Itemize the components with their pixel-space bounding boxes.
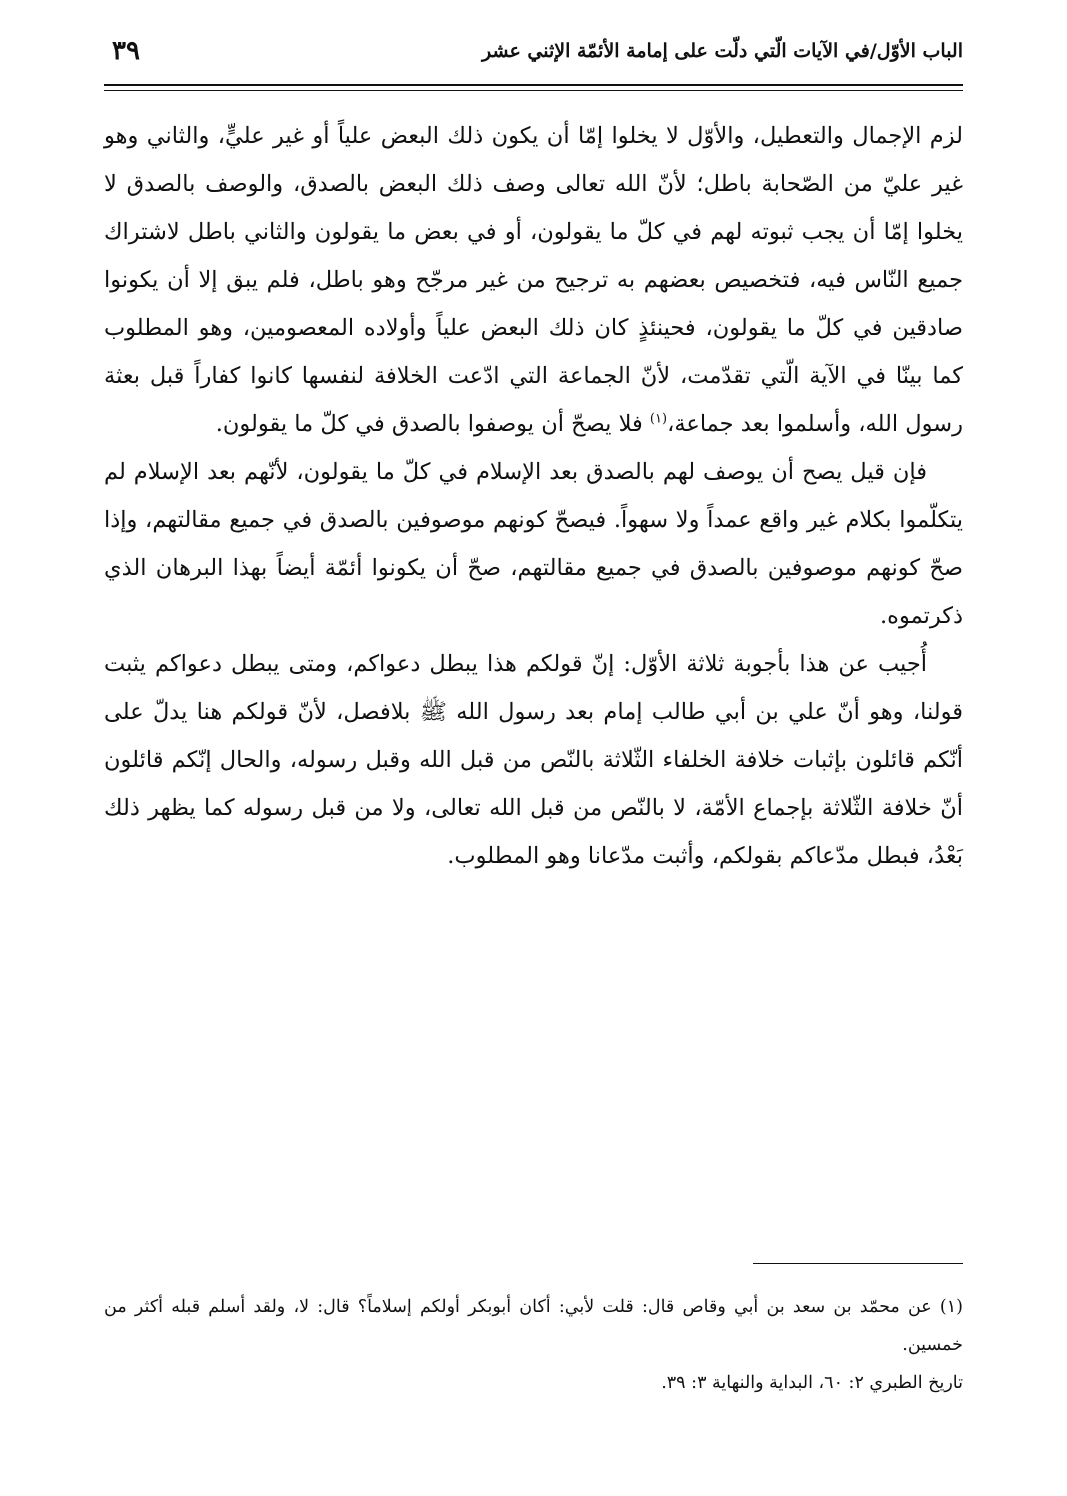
paragraph-2: فإن قيل يصح أن يوصف لهم بالصدق بعد الإسلام في كلّ ما يقولون، لأنّهم بعد الإسلام لم يتكلّموا بكلام غير واقع عمداً ولا سهواً. فيصحّ كونهم موصوفين بالصدق في جميع مقالتهم، وإذا صحّ كونهم موصوفين بالصدق في جميع مقالتهم، صحّ أن يكونوا أئمّة أيضاً بهذا البرهان الذي ذكرتموه. [104,459,963,629]
paragraph-1-end: فلا يصحّ أن يوصفوا بالصدق في كلّ ما يقولون. [215,411,650,437]
footnote-separator [753,1263,963,1264]
footnote-1: (١) عن محمّد بن سعد بن أبي وقاص قال: قلت لأبي: أكان أبوبكر أولكم إسلاماً؟ قال: لا، ولقد أسلم قبله أكثر من خمسين. [104,1297,963,1355]
paragraph-1-text: لزم الإجمال والتعطيل، والأوّل لا يخلوا إمّا أن يكون ذلك البعض علياً أو غير عليٍّ، والثاني وهو غير عليّ من الصّحابة باطل؛ لأنّ الله تعالى وصف ذلك البعض بالصدق، والوصف بالصدق لا يخلوا إمّا أن يجب ثبوته لهم في كلّ ما يقولون، أو في بعض ما يقولون والثاني باطل لاشتراك جميع النّاس فيه، فتخصيص بعضهم به ترجيح من غير مرجّح وهو باطل، فلم يبق إلا أن يكونوا صادقين في كلّ ما يقولون، فحينئذٍ كان ذلك البعض علياً وأولاده المعصومين، وهو المطلوب كما بينّا في الآية الّتي تقدّمت، لأنّ الجماعة التي ادّعت الخلافة لنفسها كانوا كفاراً قبل بعثة رسول الله، وأسلموا بعد جماعة، [104,123,963,437]
paragraph-3: أُجيب عن هذا بأجوبة ثلاثة الأوّل: إنّ قولكم هذا يبطل دعواكم، ومتى يبطل دعواكم يثبت قولنا، وهو أنّ علي بن أبي طالب إمام بعد رسول الله ﷺ بلافصل، لأنّ قولكم هنا يدلّ على أنّكم قائلون بإثبات خلافة الخلفاء الثّلاثة بالنّص من قبل الله وقبل رسوله، والحال إنّكم قائلون أنّ خلافة الثّلاثة بإجماع الأمّة، لا بالنّص من قبل الله تعالى، ولا من قبل رسوله كما يظهر ذلك بَعْدُ، فبطل مدّعاكم بقولكم، وأثبت مدّعانا وهو المطلوب. [104,651,963,869]
page-number: ٣٩ [112,36,140,66]
paragraph-1 [104,112,963,448]
header-rule-thick [104,84,963,86]
header-rule-thin [104,90,963,91]
running-header [104,36,963,76]
footnotes [104,1288,963,1402]
footnote-reference[interactable]: (١) [649,411,668,427]
chapter-title: الباب الأوّل/في الآيات الّتي دلّت على إمامة الأئمّة الإثني عشر [482,40,963,62]
main-text [104,112,963,880]
footnote-source: تاريخ الطبري ٢: ٦٠، البداية والنهاية ٣: ٣٩. [661,1373,963,1393]
